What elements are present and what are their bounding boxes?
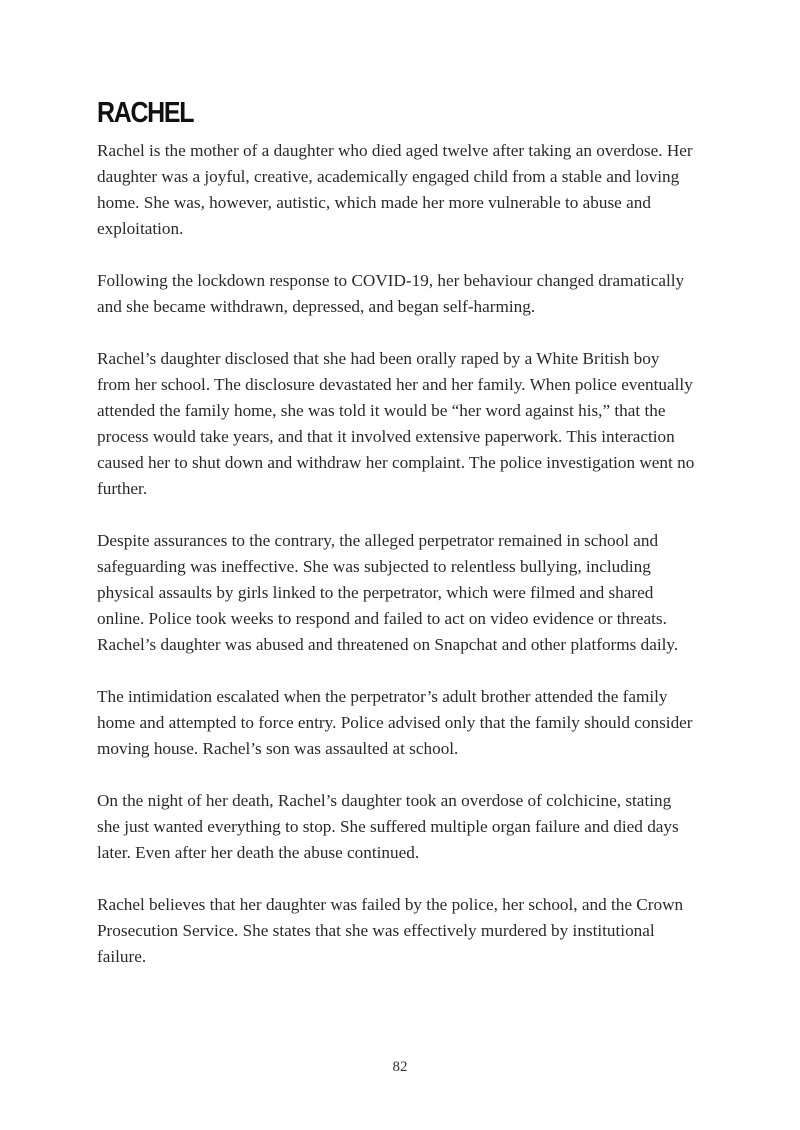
paragraph-2: Following the lockdown response to COVID-19, her behaviour changed dramatically and she became withdrawn, depressed, and began self-harming. (97, 271, 685, 316)
paragraph-6: On the night of her death, Rachel’s daughter took an overdose of colchicine, stating she just wanted everything to stop. She suffered multiple organ failure and died days later. Even after her death the abuse continued. (97, 791, 679, 862)
body-text (97, 138, 697, 970)
paragraph-7: Rachel believes that her daughter was failed by the police, her school, and the Crown Prosecution Service. She states that she was effectively murdered by institutional failure. (97, 895, 684, 966)
section-heading: RACHEL (97, 97, 194, 129)
page-number: 82 (392, 1059, 408, 1075)
paragraph-1: Rachel is the mother of a daughter who died aged twelve after taking an overdose. Her daughter was a joyful, creative, academically engaged child from a stable and loving home. She was, however, autistic, which made her more vulnerable to abuse and exploitation. (97, 141, 693, 238)
paragraph-3: Rachel’s daughter disclosed that she had been orally raped by a White British boy from her school. The disclosure devastated her and her family. When police eventually attended the family home, she was told it would be “her word against his,” that the process would take years, and that it involved extensive paperwork. This interaction caused her to shut down and withdraw her complaint. The police investigation went no further. (97, 349, 695, 498)
paragraph-4: Despite assurances to the contrary, the alleged perpetrator remained in school and safeguarding was ineffective. She was subjected to relentless bullying, including physical assaults by girls linked to the perpetrator, which were filmed and shared online. Police took weeks to respond and failed to act on video evidence or threats. Rachel’s daughter was abused and threatened on Snapchat and other platforms daily. (97, 531, 679, 654)
paragraph-5: The intimidation escalated when the perpetrator’s adult brother attended the family home and attempted to force entry. Police advised only that the family should consider moving house. Rachel’s son was assaulted at school. (97, 687, 693, 758)
